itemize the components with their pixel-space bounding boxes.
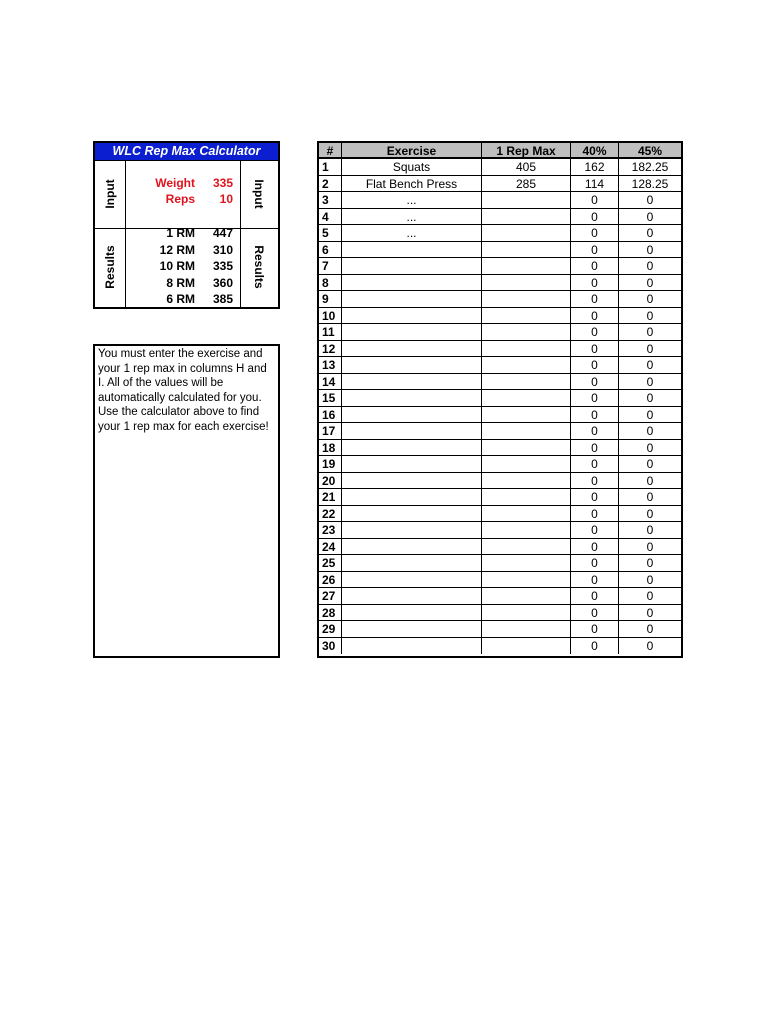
table-row (319, 341, 681, 358)
result-value: 447 (212, 226, 233, 240)
table-row (319, 423, 681, 440)
percent-40-cell: 0 (571, 291, 619, 308)
row-number: 7 (319, 258, 342, 275)
row-number: 2 (319, 176, 342, 193)
table-row (319, 357, 681, 374)
exercise-cell[interactable] (342, 638, 482, 655)
table-row (319, 374, 681, 391)
percent-45-cell: 0 (619, 324, 681, 341)
percent-40-cell: 0 (571, 374, 619, 391)
rep-max-calculator (93, 141, 280, 309)
percent-45-cell: 0 (619, 357, 681, 374)
one-rep-max-cell[interactable] (482, 308, 571, 325)
one-rep-max-cell[interactable] (482, 407, 571, 424)
percent-45-cell: 0 (619, 291, 681, 308)
exercise-cell[interactable]: Flat Bench Press (342, 176, 482, 193)
exercise-cell[interactable] (342, 522, 482, 539)
one-rep-max-cell[interactable] (482, 605, 571, 622)
percent-45-cell: 0 (619, 555, 681, 572)
one-rep-max-cell[interactable] (482, 621, 571, 638)
row-number: 22 (319, 506, 342, 523)
exercise-cell[interactable] (342, 242, 482, 259)
instructions-note: You must enter the exercise and your 1 rep max in columns H and I. All of the values will be automatically calculated for you. Use the calculator above to find your 1 rep max for each exercise! (93, 344, 280, 658)
percent-40-cell: 0 (571, 308, 619, 325)
result-row (139, 225, 239, 241)
table-row (319, 407, 681, 424)
result-row (139, 275, 239, 291)
one-rep-max-cell[interactable] (482, 423, 571, 440)
exercise-cell[interactable] (342, 621, 482, 638)
percent-45-cell: 0 (619, 506, 681, 523)
one-rep-max-cell[interactable] (482, 555, 571, 572)
reps-value[interactable]: 10 (219, 192, 233, 206)
results-label-right: Results (252, 245, 266, 289)
table-row (319, 192, 681, 209)
percent-45-cell: 0 (619, 308, 681, 325)
percent-40-cell: 0 (571, 423, 619, 440)
percent-40-cell: 0 (571, 324, 619, 341)
result-row (139, 291, 239, 307)
one-rep-max-cell[interactable] (482, 588, 571, 605)
one-rep-max-cell[interactable] (482, 539, 571, 556)
result-label: 8 RM (166, 275, 195, 290)
percent-45-cell: 0 (619, 242, 681, 259)
row-number: 28 (319, 605, 342, 622)
one-rep-max-cell[interactable] (482, 357, 571, 374)
percent-45-cell: 0 (619, 258, 681, 275)
weight-label: Weight (155, 176, 195, 190)
calculator-title: WLC Rep Max Calculator (95, 143, 278, 161)
row-number: 8 (319, 275, 342, 292)
row-number: 3 (319, 192, 342, 209)
one-rep-max-cell[interactable] (482, 473, 571, 490)
results-label-left: Results (103, 245, 117, 289)
percent-40-cell: 0 (571, 522, 619, 539)
weight-value[interactable]: 335 (212, 176, 233, 190)
percent-45-cell: 0 (619, 440, 681, 457)
table-row (319, 473, 681, 490)
percent-45-cell: 0 (619, 192, 681, 209)
row-number: 17 (319, 423, 342, 440)
exercise-cell[interactable]: ... (342, 209, 482, 226)
one-rep-max-cell[interactable] (482, 638, 571, 655)
percent-40-cell: 0 (571, 357, 619, 374)
percent-40-cell: 0 (571, 225, 619, 242)
one-rep-max-cell[interactable] (482, 506, 571, 523)
exercise-cell[interactable] (342, 456, 482, 473)
exercise-cell[interactable]: ... (342, 225, 482, 242)
row-number: 12 (319, 341, 342, 358)
percent-40-cell: 0 (571, 440, 619, 457)
percent-40-cell: 0 (571, 341, 619, 358)
row-number: 27 (319, 588, 342, 605)
left-divider (125, 160, 126, 307)
percent-45-cell: 0 (619, 588, 681, 605)
row-number: 14 (319, 374, 342, 391)
exercise-cell[interactable] (342, 275, 482, 292)
percent-45-cell: 0 (619, 539, 681, 556)
table-row (319, 539, 681, 556)
table-row (319, 621, 681, 638)
percent-40-cell: 0 (571, 242, 619, 259)
table-row (319, 489, 681, 506)
table-row (319, 291, 681, 308)
row-number: 25 (319, 555, 342, 572)
right-divider (240, 160, 241, 307)
percent-40-cell: 0 (571, 192, 619, 209)
input-label-right: Input (252, 179, 266, 209)
table-row (319, 324, 681, 341)
percent-45-cell: 0 (619, 407, 681, 424)
percent-45-cell: 0 (646, 638, 654, 653)
percent-45-cell: 0 (619, 341, 681, 358)
one-rep-max-cell[interactable] (482, 489, 571, 506)
percent-45-cell: 0 (619, 390, 681, 407)
result-row (139, 242, 239, 258)
exercise-cell[interactable] (342, 588, 482, 605)
one-rep-max-cell[interactable] (482, 242, 571, 259)
row-number: 21 (319, 489, 342, 506)
table-row (319, 506, 681, 523)
table-row (319, 572, 681, 589)
exercise-cell[interactable] (342, 539, 482, 556)
one-rep-max-cell[interactable] (482, 572, 571, 589)
percent-45-cell: 0 (619, 572, 681, 589)
weight-input-row[interactable] (139, 175, 239, 191)
percent-40-cell: 162 (571, 159, 619, 176)
exercise-cell[interactable] (342, 506, 482, 523)
result-label: 1 RM (166, 226, 195, 240)
percent-40-cell: 0 (571, 621, 619, 638)
exercise-cell[interactable] (342, 407, 482, 424)
percent-45-cell: 0 (619, 605, 681, 622)
header-number: # (319, 143, 342, 159)
row-number: 6 (319, 242, 342, 259)
header-40-percent: 40% (571, 143, 619, 159)
row-number: 5 (319, 225, 342, 242)
exercise-cell[interactable] (342, 605, 482, 622)
row-number: 30 (319, 638, 342, 655)
one-rep-max-cell[interactable] (482, 522, 571, 539)
reps-input-row[interactable] (139, 191, 239, 207)
table-row (319, 159, 681, 176)
table-row (319, 605, 681, 622)
row-number: 18 (319, 440, 342, 457)
percent-40-cell: 0 (571, 390, 619, 407)
table-row (319, 176, 681, 193)
row-number: 10 (319, 308, 342, 325)
row-number: 9 (319, 291, 342, 308)
one-rep-max-cell[interactable] (482, 374, 571, 391)
one-rep-max-cell[interactable] (482, 192, 571, 209)
percent-40-cell: 0 (571, 456, 619, 473)
input-label-left: Input (103, 179, 117, 209)
header-45-percent: 45% (619, 143, 681, 159)
table-row (319, 390, 681, 407)
result-row (139, 258, 239, 274)
table-row (319, 638, 681, 655)
row-number: 15 (319, 390, 342, 407)
percent-45-cell: 0 (619, 489, 681, 506)
one-rep-max-cell[interactable] (482, 341, 571, 358)
row-number: 24 (319, 539, 342, 556)
percent-40-cell: 0 (571, 506, 619, 523)
table-row (319, 275, 681, 292)
row-number: 4 (319, 209, 342, 226)
one-rep-max-cell[interactable]: 405 (482, 159, 571, 176)
table-row (319, 242, 681, 259)
one-rep-max-cell[interactable] (482, 225, 571, 242)
exercise-cell[interactable]: Squats (342, 159, 482, 176)
percent-45-cell: 0 (619, 621, 681, 638)
exercise-cell[interactable] (342, 390, 482, 407)
table-row (319, 440, 681, 457)
exercise-cell[interactable] (342, 440, 482, 457)
percent-40-cell: 0 (571, 605, 619, 622)
percent-45-cell: 0 (619, 456, 681, 473)
percent-40-cell: 0 (571, 588, 619, 605)
percent-40-cell: 0 (571, 572, 619, 589)
row-number: 19 (319, 456, 342, 473)
percent-40-cell: 0 (571, 275, 619, 292)
percent-45-cell: 0 (619, 225, 681, 242)
percent-45-cell: 0 (619, 374, 681, 391)
exercise-cell[interactable] (342, 291, 482, 308)
exercise-cell[interactable] (342, 341, 482, 358)
percent-40-cell: 0 (571, 555, 619, 572)
header-one-rep-max: 1 Rep Max (482, 143, 571, 159)
result-label: 6 RM (166, 292, 195, 306)
exercise-cell[interactable] (342, 374, 482, 391)
exercise-cell[interactable] (342, 555, 482, 572)
percent-40-cell: 0 (571, 258, 619, 275)
table-row (319, 522, 681, 539)
row-number: 26 (319, 572, 342, 589)
row-number: 23 (319, 522, 342, 539)
exercise-cell[interactable] (342, 258, 482, 275)
one-rep-max-cell[interactable] (482, 258, 571, 275)
table-row (319, 258, 681, 275)
exercise-cell[interactable] (342, 473, 482, 490)
table-row (319, 456, 681, 473)
table-row (319, 555, 681, 572)
table-row (319, 308, 681, 325)
one-rep-max-cell[interactable] (482, 324, 571, 341)
percent-40-cell: 0 (571, 489, 619, 506)
one-rep-max-cell[interactable]: 285 (482, 176, 571, 193)
exercise-cell[interactable] (342, 308, 482, 325)
exercise-cell[interactable] (342, 324, 482, 341)
percent-40-cell: 0 (571, 539, 619, 556)
table-row (319, 209, 681, 226)
result-value: 360 (212, 275, 233, 290)
table-row (319, 588, 681, 605)
percent-45-cell: 0 (619, 275, 681, 292)
one-rep-max-cell[interactable] (482, 209, 571, 226)
percent-40-cell: 0 (571, 209, 619, 226)
percent-40-cell: 0 (571, 638, 619, 655)
percent-40-cell: 0 (571, 473, 619, 490)
row-number: 16 (319, 407, 342, 424)
exercise-table (317, 141, 683, 658)
percent-45-cell: 0 (619, 423, 681, 440)
result-label: 12 RM (159, 242, 195, 257)
one-rep-max-cell[interactable] (482, 390, 571, 407)
percent-45-cell: 128.25 (619, 176, 681, 193)
percent-45-cell: 0 (619, 473, 681, 490)
row-number: 13 (319, 357, 342, 374)
exercise-cell[interactable] (342, 489, 482, 506)
exercise-cell[interactable]: ... (342, 192, 482, 209)
row-number: 29 (319, 621, 342, 638)
percent-45-cell: 0 (619, 209, 681, 226)
exercise-cell[interactable] (342, 423, 482, 440)
one-rep-max-cell[interactable] (482, 456, 571, 473)
result-value: 310 (212, 242, 233, 257)
percent-45-cell: 182.25 (619, 159, 681, 176)
one-rep-max-cell[interactable] (482, 291, 571, 308)
percent-40-cell: 114 (571, 176, 619, 193)
header-exercise: Exercise (342, 143, 482, 159)
one-rep-max-cell[interactable] (482, 275, 571, 292)
exercise-cell[interactable] (342, 572, 482, 589)
result-label: 10 RM (159, 259, 195, 273)
row-number: 11 (319, 324, 342, 341)
table-row (319, 225, 681, 242)
reps-label: Reps (165, 192, 195, 206)
percent-40-cell: 0 (571, 407, 619, 424)
exercise-cell[interactable] (342, 357, 482, 374)
row-number: 1 (319, 159, 342, 176)
one-rep-max-cell[interactable] (482, 440, 571, 457)
result-value: 385 (212, 292, 233, 306)
row-number: 20 (319, 473, 342, 490)
result-value: 335 (212, 259, 233, 273)
percent-45-cell: 0 (619, 522, 681, 539)
